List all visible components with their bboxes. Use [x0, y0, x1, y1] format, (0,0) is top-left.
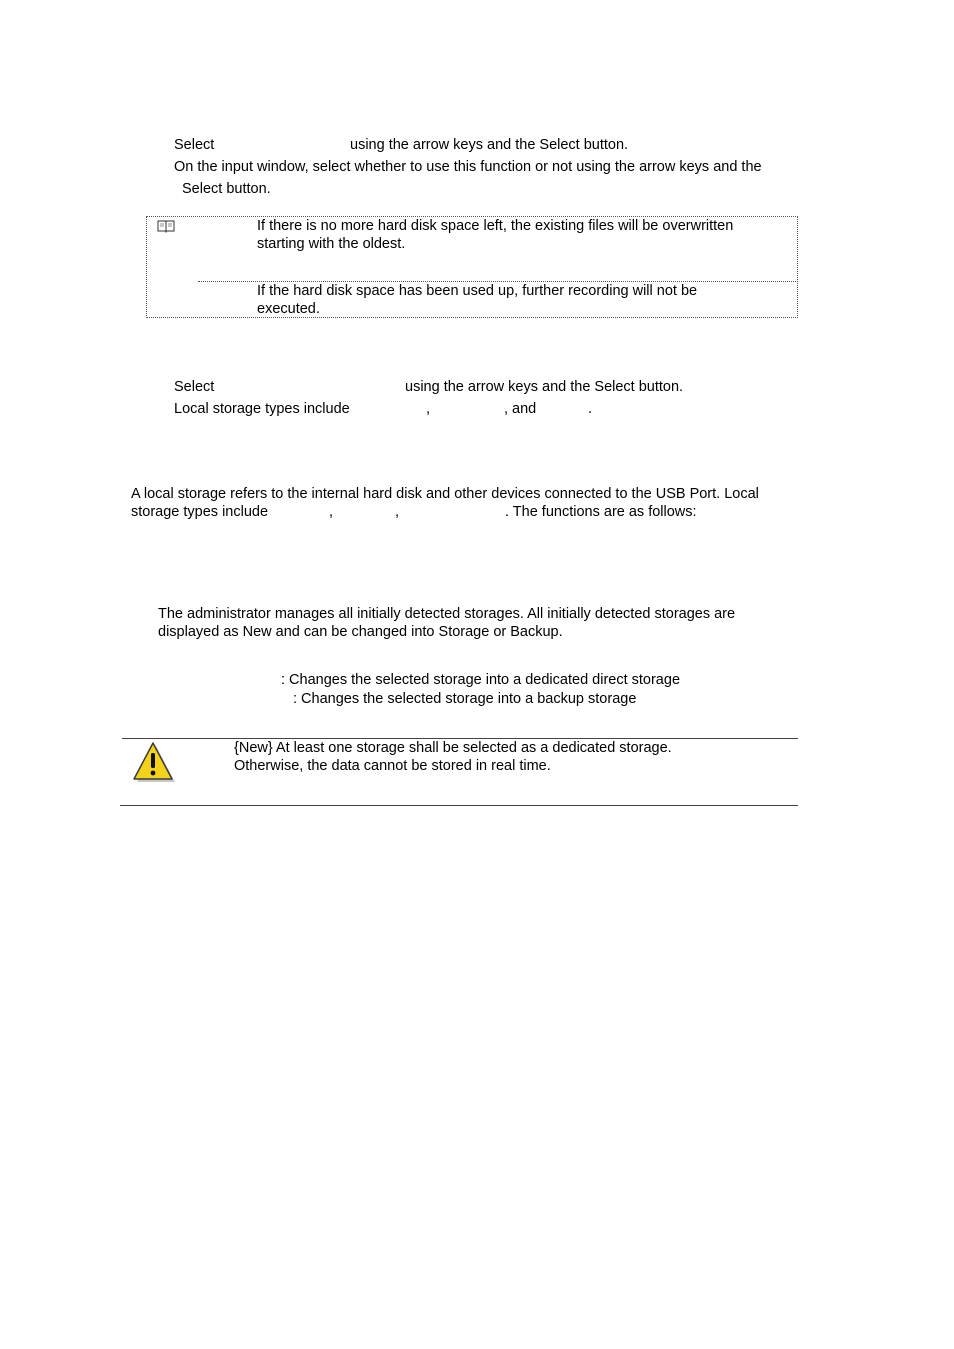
step-b-types-label: Local storage types include	[174, 401, 350, 417]
note-item2-line2: executed.	[257, 301, 320, 317]
warning-line1: {New} At least one storage shall be selected as a dedicated storage.	[234, 740, 672, 756]
new-section-line1: The administrator manages all initially detected storages. All initially detected storages are	[158, 606, 736, 622]
step-a-line3: Select button.	[182, 181, 271, 197]
new-section-line2: displayed as New and can be changed into Storage or Backup.	[158, 624, 563, 640]
note-corner-rule	[146, 317, 194, 318]
step-a-select-label: Select	[174, 137, 215, 153]
book-icon	[157, 219, 175, 233]
intro-line1: A local storage refers to the internal hard disk and other devices connected to the USB Port. Local	[131, 486, 759, 502]
step-a-line2: On the input window, select whether to use this function or not using the arrow keys and the	[174, 159, 762, 175]
intro-comma-2: ,	[395, 504, 400, 520]
step-b-select-label: Select	[174, 379, 215, 395]
step-b-instruction: using the arrow keys and the Select button.	[405, 379, 684, 395]
note-item2-line1: If the hard disk space has been used up, further recording will not be	[257, 283, 698, 299]
warning-line2: Otherwise, the data cannot be stored in real time.	[234, 758, 551, 774]
storage-option-description: : Changes the selected storage into a dedicated direct storage	[281, 672, 681, 688]
intro-types-label: storage types include	[131, 504, 269, 520]
intro-comma-1: ,	[329, 504, 334, 520]
intro-functions-suffix: . The functions are as follows:	[505, 504, 697, 520]
step-b-period: .	[588, 401, 593, 417]
backup-option-description: : Changes the selected storage into a backup storage	[293, 691, 637, 707]
warning-bottom-rule	[120, 805, 798, 806]
note-item1-line2: starting with the oldest.	[257, 236, 406, 252]
step-a-instruction: using the arrow keys and the Select button.	[350, 137, 629, 153]
note-item1-line1: If there is no more hard disk space left, the existing files will be overwritten	[257, 218, 734, 234]
warning-icon	[132, 741, 176, 785]
step-b-and: , and	[504, 401, 537, 417]
step-b-comma: ,	[426, 401, 431, 417]
